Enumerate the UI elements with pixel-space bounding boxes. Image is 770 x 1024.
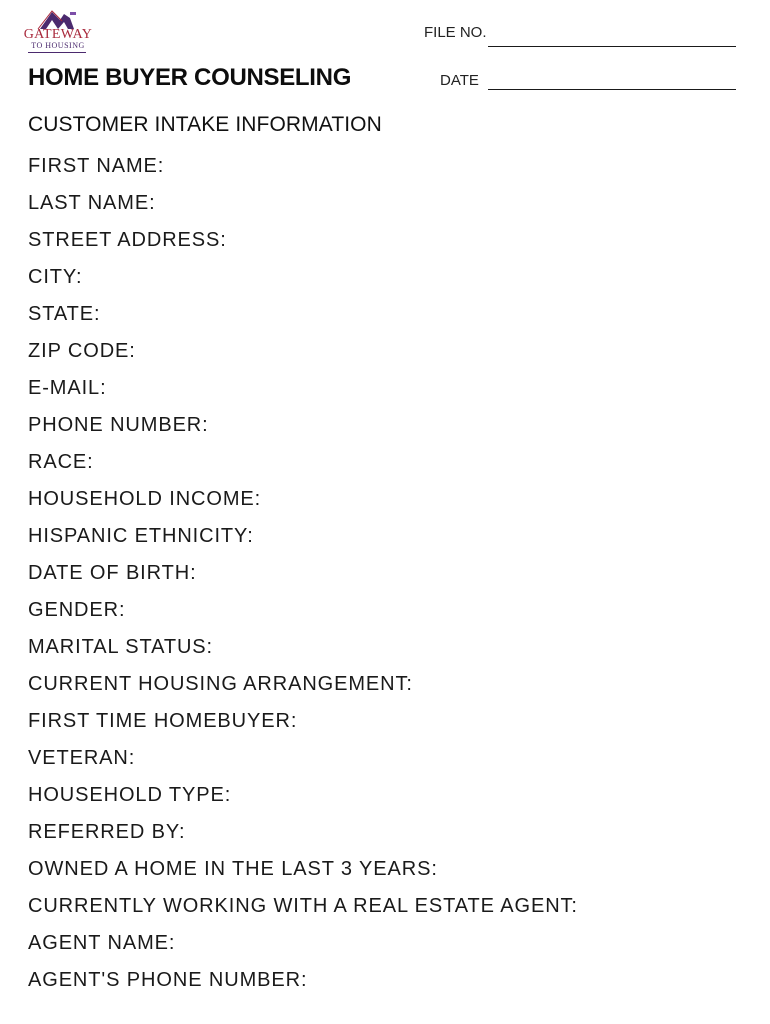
logo-wordmark: GATEWAY xyxy=(23,27,93,42)
section-heading: CUSTOMER INTAKE INFORMATION xyxy=(28,113,382,136)
field-label: GENDER: xyxy=(28,599,126,621)
page-title: HOME BUYER COUNSELING xyxy=(28,64,352,91)
field-label: VETERAN: xyxy=(28,747,136,769)
field-label: E-MAIL: xyxy=(28,377,107,399)
file-number-label: FILE NO. xyxy=(424,24,487,41)
date-field[interactable] xyxy=(488,89,736,90)
field-label: OWNED A HOME IN THE LAST 3 YEARS: xyxy=(28,858,438,880)
field-label: CURRENTLY WORKING WITH A REAL ESTATE AGENT: xyxy=(28,895,578,917)
intake-field-list xyxy=(28,152,578,1003)
field-label: CURRENT HOUSING ARRANGEMENT: xyxy=(28,673,413,695)
field-label: RACE: xyxy=(28,451,94,473)
logo-underline xyxy=(28,52,86,53)
field-label: LAST NAME: xyxy=(28,192,156,214)
field-label: ZIP CODE: xyxy=(28,340,136,362)
field-label: HOUSEHOLD INCOME: xyxy=(28,488,262,510)
logo xyxy=(18,8,98,54)
file-number-field[interactable] xyxy=(488,46,736,47)
field-label: HISPANIC ETHNICITY: xyxy=(28,525,254,547)
field-label: FIRST TIME HOMEBUYER: xyxy=(28,710,298,732)
field-label: STATE: xyxy=(28,303,101,325)
field-label: CITY: xyxy=(28,266,83,288)
field-label: DATE OF BIRTH: xyxy=(28,562,197,584)
field-label: HOUSEHOLD TYPE: xyxy=(28,784,232,806)
field-label: FIRST NAME: xyxy=(28,155,165,177)
date-label: DATE xyxy=(440,72,479,89)
field-label: REFERRED BY: xyxy=(28,821,186,843)
field-label: PHONE NUMBER: xyxy=(28,414,209,436)
field-label: AGENT NAME: xyxy=(28,932,176,954)
field-label: STREET ADDRESS: xyxy=(28,229,227,251)
field-label: AGENT'S PHONE NUMBER: xyxy=(28,969,308,991)
logo-tagline: TO HOUSING xyxy=(31,41,85,50)
field-label: MARITAL STATUS: xyxy=(28,636,213,658)
